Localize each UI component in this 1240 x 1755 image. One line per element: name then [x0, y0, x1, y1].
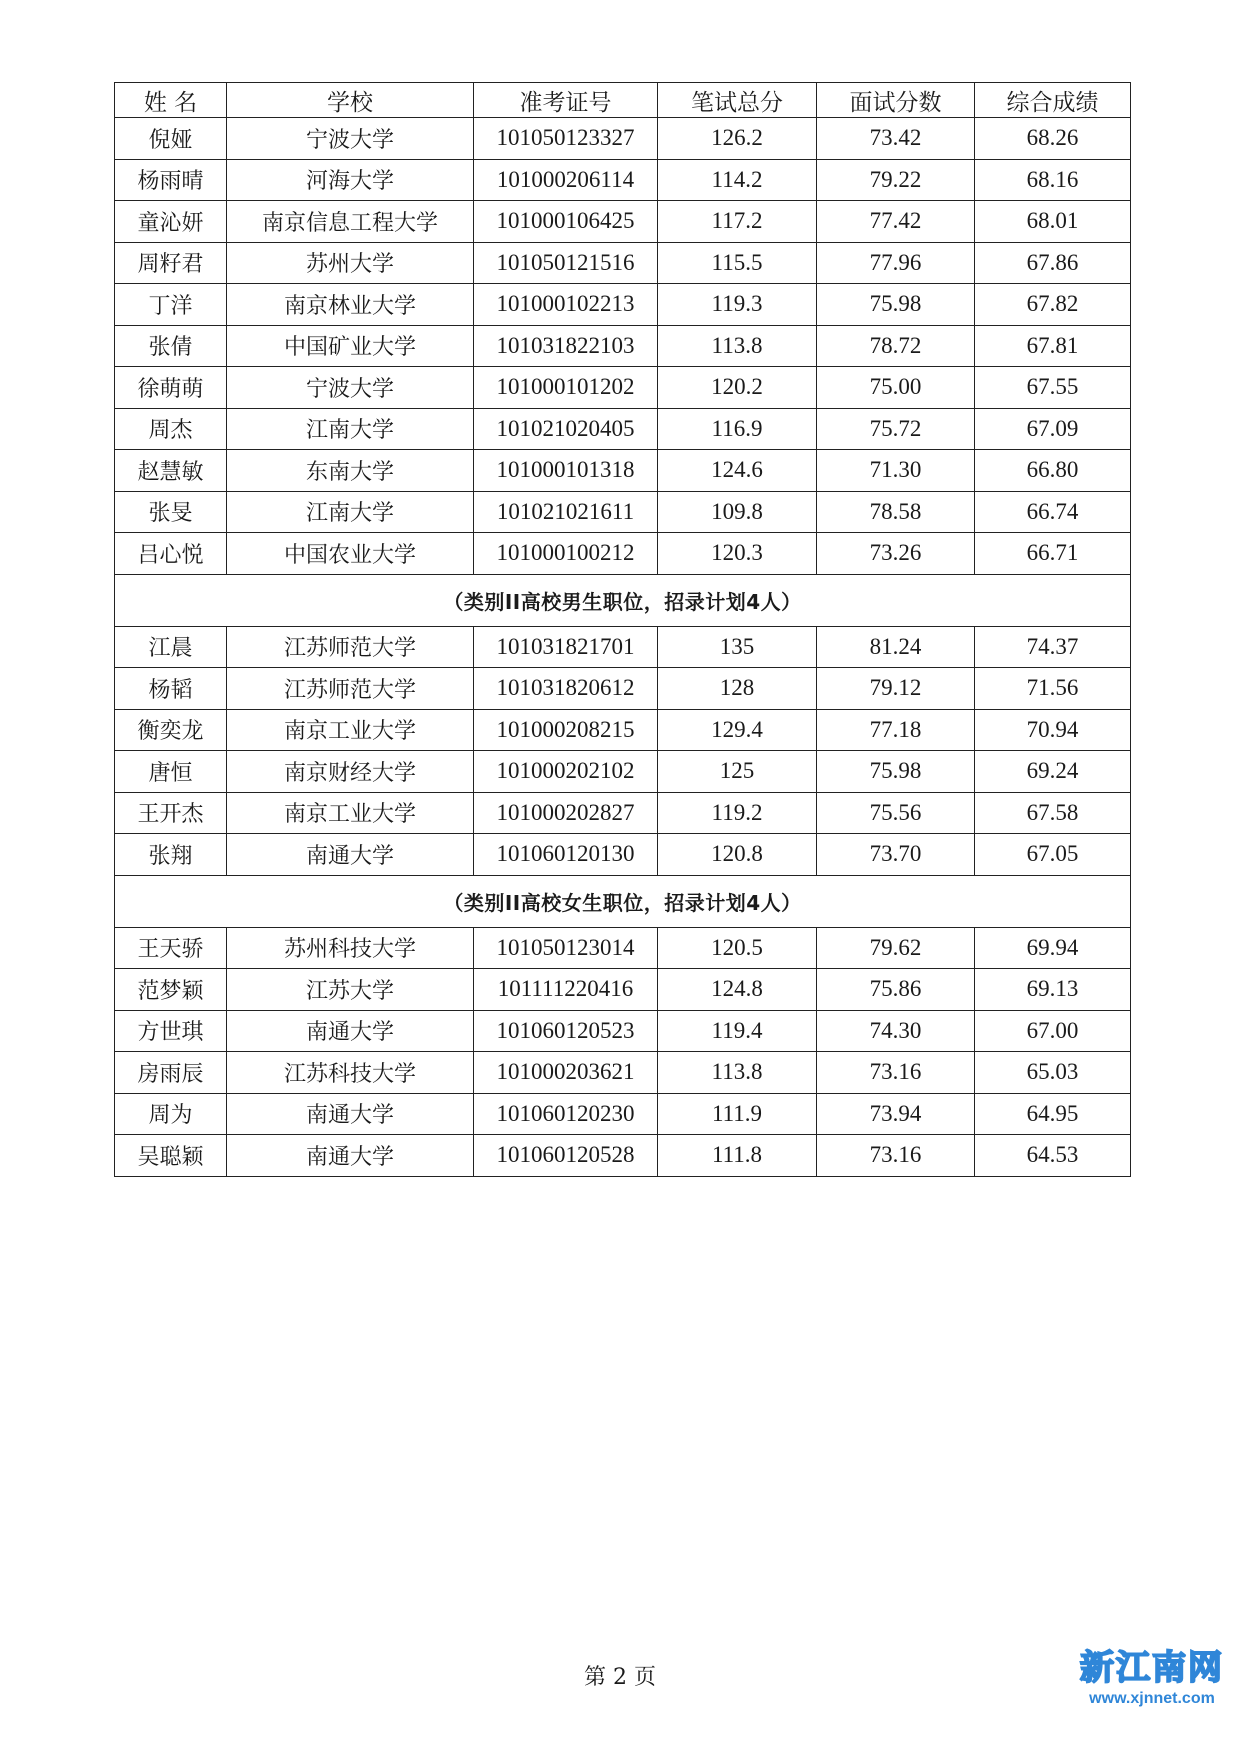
cell-name: 丁洋: [115, 284, 227, 326]
cell-interview-score: 79.22: [817, 159, 975, 201]
cell-name: 徐萌萌: [115, 367, 227, 409]
cell-written-score: 111.9: [658, 1093, 817, 1135]
table-row: [115, 450, 1131, 492]
cell-exam-id: 101031822103: [474, 325, 658, 367]
table-row: [115, 834, 1131, 876]
table-row: [115, 284, 1131, 326]
cell-total-score: 69.13: [975, 969, 1131, 1011]
cell-written-score: 120.5: [658, 927, 817, 969]
section-header-row: [115, 875, 1131, 927]
cell-name: 范梦颖: [115, 969, 227, 1011]
cell-exam-id: 101111220416: [474, 969, 658, 1011]
cell-school: 江苏师范大学: [227, 626, 474, 668]
cell-exam-id: 101050121516: [474, 242, 658, 284]
cell-total-score: 66.74: [975, 491, 1131, 533]
cell-exam-id: 101000101318: [474, 450, 658, 492]
cell-exam-id: 101031820612: [474, 668, 658, 710]
cell-exam-id: 101000202827: [474, 792, 658, 834]
section-header-row: [115, 574, 1131, 626]
cell-name: 张旻: [115, 491, 227, 533]
cell-name: 王开杰: [115, 792, 227, 834]
cell-interview-score: 75.98: [817, 751, 975, 793]
cell-written-score: 114.2: [658, 159, 817, 201]
cell-school: 中国矿业大学: [227, 325, 474, 367]
cell-name: 童沁妍: [115, 201, 227, 243]
cell-school: 南京财经大学: [227, 751, 474, 793]
cell-total-score: 67.09: [975, 408, 1131, 450]
cell-school: 南京林业大学: [227, 284, 474, 326]
cell-school: 宁波大学: [227, 118, 474, 160]
cell-written-score: 113.8: [658, 325, 817, 367]
cell-written-score: 128: [658, 668, 817, 710]
cell-written-score: 111.8: [658, 1135, 817, 1177]
cell-name: 周为: [115, 1093, 227, 1135]
cell-total-score: 65.03: [975, 1052, 1131, 1094]
cell-name: 江晨: [115, 626, 227, 668]
cell-interview-score: 81.24: [817, 626, 975, 668]
cell-school: 河海大学: [227, 159, 474, 201]
cell-school: 中国农业大学: [227, 533, 474, 575]
cell-exam-id: 101000100212: [474, 533, 658, 575]
cell-total-score: 67.05: [975, 834, 1131, 876]
table-row: [115, 408, 1131, 450]
cell-name: 周籽君: [115, 242, 227, 284]
cell-written-score: 124.6: [658, 450, 817, 492]
cell-name: 房雨辰: [115, 1052, 227, 1094]
cell-interview-score: 74.30: [817, 1010, 975, 1052]
cell-exam-id: 101050123327: [474, 118, 658, 160]
cell-school: 南京工业大学: [227, 792, 474, 834]
cell-exam-id: 101021020405: [474, 408, 658, 450]
cell-written-score: 129.4: [658, 709, 817, 751]
watermark-logo: [1078, 1646, 1226, 1708]
table-row: [115, 792, 1131, 834]
table-row: [115, 118, 1131, 160]
table-body: [115, 118, 1131, 1177]
cell-interview-score: 73.70: [817, 834, 975, 876]
cell-exam-id: 101000101202: [474, 367, 658, 409]
cell-school: 南京工业大学: [227, 709, 474, 751]
cell-total-score: 69.94: [975, 927, 1131, 969]
cell-name: 王天骄: [115, 927, 227, 969]
cell-school: 宁波大学: [227, 367, 474, 409]
header-school: 学校: [227, 83, 474, 118]
cell-written-score: 117.2: [658, 201, 817, 243]
table-row: [115, 242, 1131, 284]
cell-school: 南通大学: [227, 834, 474, 876]
table-row: [115, 668, 1131, 710]
cell-total-score: 67.81: [975, 325, 1131, 367]
cell-total-score: 66.80: [975, 450, 1131, 492]
cell-written-score: 116.9: [658, 408, 817, 450]
cell-interview-score: 79.62: [817, 927, 975, 969]
table-row: [115, 533, 1131, 575]
cell-school: 江苏大学: [227, 969, 474, 1011]
cell-name: 杨韬: [115, 668, 227, 710]
header-written-score: 笔试总分: [658, 83, 817, 118]
cell-exam-id: 101031821701: [474, 626, 658, 668]
cell-school: 江苏师范大学: [227, 668, 474, 710]
cell-total-score: 64.53: [975, 1135, 1131, 1177]
cell-exam-id: 101060120523: [474, 1010, 658, 1052]
cell-name: 张翔: [115, 834, 227, 876]
cell-written-score: 135: [658, 626, 817, 668]
cell-written-score: 124.8: [658, 969, 817, 1011]
cell-exam-id: 101000206114: [474, 159, 658, 201]
cell-school: 东南大学: [227, 450, 474, 492]
cell-exam-id: 101021021611: [474, 491, 658, 533]
cell-exam-id: 101060120130: [474, 834, 658, 876]
cell-school: 江南大学: [227, 408, 474, 450]
header-row: [115, 83, 1131, 118]
header-exam-id: 准考证号: [474, 83, 658, 118]
table-row: [115, 626, 1131, 668]
cell-exam-id: 101000203621: [474, 1052, 658, 1094]
cell-total-score: 69.24: [975, 751, 1131, 793]
table-row: [115, 927, 1131, 969]
table-row: [115, 1135, 1131, 1177]
watermark-logo-text: 新江南网: [1080, 1648, 1224, 1688]
cell-interview-score: 78.72: [817, 325, 975, 367]
cell-exam-id: 101050123014: [474, 927, 658, 969]
table-row: [115, 1052, 1131, 1094]
cell-total-score: 68.01: [975, 201, 1131, 243]
cell-school: 苏州大学: [227, 242, 474, 284]
cell-name: 倪娅: [115, 118, 227, 160]
cell-written-score: 119.2: [658, 792, 817, 834]
cell-written-score: 125: [658, 751, 817, 793]
cell-name: 张倩: [115, 325, 227, 367]
cell-total-score: 71.56: [975, 668, 1131, 710]
cell-exam-id: 101060120230: [474, 1093, 658, 1135]
cell-written-score: 119.4: [658, 1010, 817, 1052]
section-label: （类别II高校男生职位，招录计划4人）: [115, 574, 1131, 626]
table-row: [115, 969, 1131, 1011]
table-row: [115, 159, 1131, 201]
cell-school: 南京信息工程大学: [227, 201, 474, 243]
scores-table: [114, 82, 1131, 1177]
table-row: [115, 325, 1131, 367]
header-name: 姓 名: [115, 83, 227, 118]
cell-interview-score: 73.16: [817, 1135, 975, 1177]
table-row: [115, 491, 1131, 533]
cell-total-score: 68.16: [975, 159, 1131, 201]
cell-written-score: 120.2: [658, 367, 817, 409]
cell-school: 南通大学: [227, 1135, 474, 1177]
table-row: [115, 751, 1131, 793]
section-label: （类别II高校女生职位，招录计划4人）: [115, 875, 1131, 927]
table-row: [115, 367, 1131, 409]
cell-name: 周杰: [115, 408, 227, 450]
cell-written-score: 113.8: [658, 1052, 817, 1094]
cell-interview-score: 78.58: [817, 491, 975, 533]
cell-interview-score: 77.42: [817, 201, 975, 243]
cell-written-score: 115.5: [658, 242, 817, 284]
cell-interview-score: 73.42: [817, 118, 975, 160]
cell-name: 方世琪: [115, 1010, 227, 1052]
cell-interview-score: 79.12: [817, 668, 975, 710]
watermark-url: www.xjnnet.com: [1089, 1690, 1215, 1707]
cell-total-score: 68.26: [975, 118, 1131, 160]
cell-exam-id: 101000102213: [474, 284, 658, 326]
cell-total-score: 66.71: [975, 533, 1131, 575]
header-total-score: 综合成绩: [975, 83, 1131, 118]
cell-school: 南通大学: [227, 1010, 474, 1052]
header-interview-score: 面试分数: [817, 83, 975, 118]
table-row: [115, 201, 1131, 243]
cell-name: 赵慧敏: [115, 450, 227, 492]
cell-written-score: 120.8: [658, 834, 817, 876]
cell-school: 江南大学: [227, 491, 474, 533]
cell-interview-score: 75.72: [817, 408, 975, 450]
cell-written-score: 126.2: [658, 118, 817, 160]
cell-total-score: 67.86: [975, 242, 1131, 284]
cell-total-score: 74.37: [975, 626, 1131, 668]
cell-written-score: 109.8: [658, 491, 817, 533]
cell-total-score: 64.95: [975, 1093, 1131, 1135]
cell-written-score: 120.3: [658, 533, 817, 575]
cell-school: 苏州科技大学: [227, 927, 474, 969]
cell-interview-score: 71.30: [817, 450, 975, 492]
cell-name: 唐恒: [115, 751, 227, 793]
table-row: [115, 709, 1131, 751]
cell-exam-id: 101000202102: [474, 751, 658, 793]
cell-exam-id: 101060120528: [474, 1135, 658, 1177]
table-row: [115, 1093, 1131, 1135]
cell-name: 吴聪颖: [115, 1135, 227, 1177]
cell-interview-score: 77.96: [817, 242, 975, 284]
cell-school: 南通大学: [227, 1093, 474, 1135]
cell-name: 杨雨晴: [115, 159, 227, 201]
cell-interview-score: 75.86: [817, 969, 975, 1011]
cell-interview-score: 73.94: [817, 1093, 975, 1135]
cell-exam-id: 101000208215: [474, 709, 658, 751]
cell-interview-score: 73.16: [817, 1052, 975, 1094]
cell-written-score: 119.3: [658, 284, 817, 326]
page-number: 第 2 页: [584, 1665, 656, 1690]
cell-interview-score: 77.18: [817, 709, 975, 751]
cell-exam-id: 101000106425: [474, 201, 658, 243]
cell-school: 江苏科技大学: [227, 1052, 474, 1094]
cell-interview-score: 75.56: [817, 792, 975, 834]
cell-name: 衡奕龙: [115, 709, 227, 751]
cell-total-score: 67.00: [975, 1010, 1131, 1052]
cell-interview-score: 75.00: [817, 367, 975, 409]
cell-total-score: 67.58: [975, 792, 1131, 834]
table-row: [115, 1010, 1131, 1052]
cell-total-score: 70.94: [975, 709, 1131, 751]
cell-name: 吕心悦: [115, 533, 227, 575]
cell-interview-score: 73.26: [817, 533, 975, 575]
cell-total-score: 67.55: [975, 367, 1131, 409]
cell-total-score: 67.82: [975, 284, 1131, 326]
cell-interview-score: 75.98: [817, 284, 975, 326]
